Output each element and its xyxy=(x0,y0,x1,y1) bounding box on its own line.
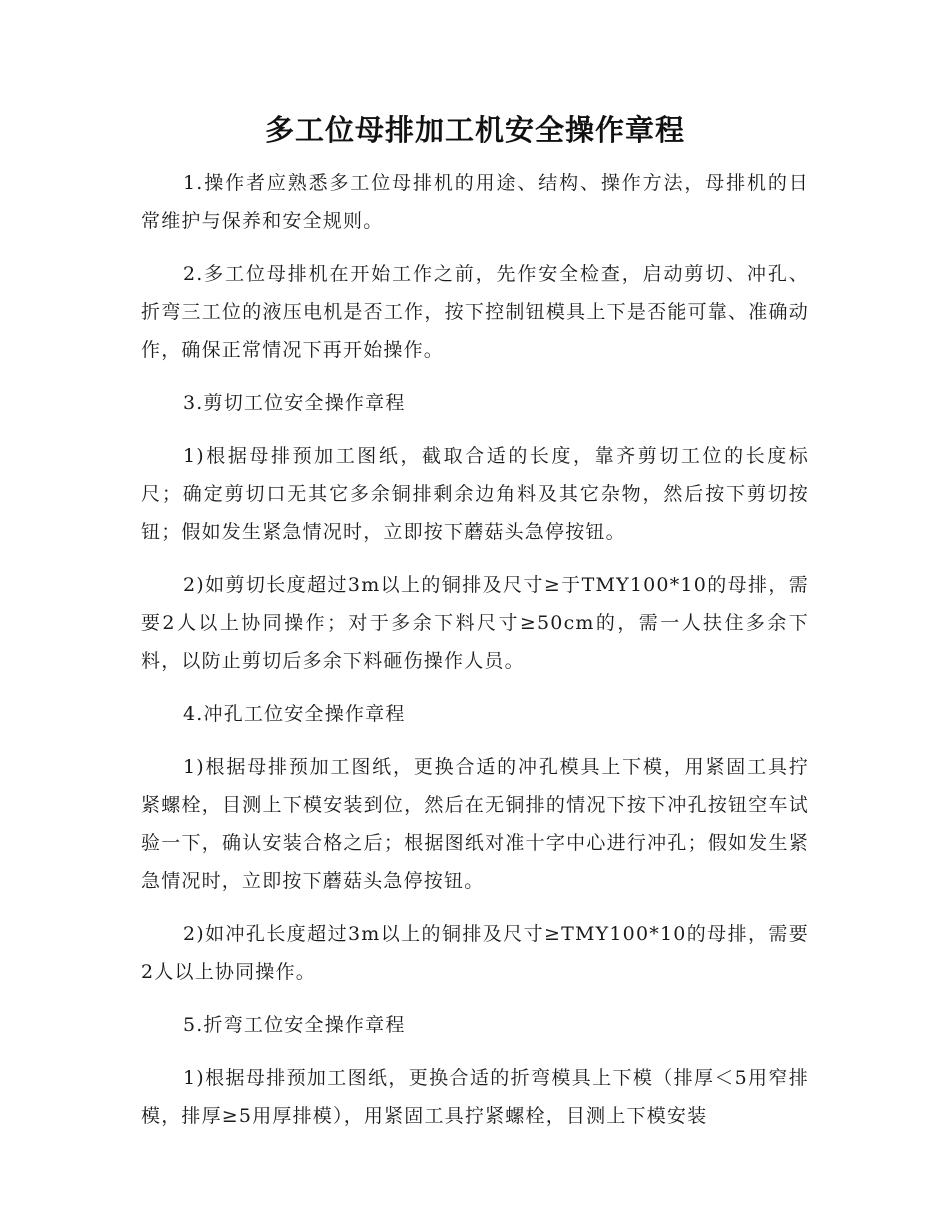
paragraph-shearing-1: 1)根据母排预加工图纸，截取合适的长度，靠齐剪切工位的长度标尺；确定剪切口无其它多余铜排剩余边角料及其它杂物，然后按下剪切按钮；假如发生紧急情况时，立即按下蘑菇头急停按钮。 xyxy=(141,445,809,543)
paragraph-shearing-2: 2)如剪切长度超过3m以上的铜排及尺寸≥于TMY100*10的母排，需要2人以上协同操作；对于多余下料尺寸≥50cm的，需一人扶住多余下料，以防止剪切后多余下料砸伤操作人员。 xyxy=(141,574,809,672)
paragraph-1: 1.操作者应熟悉多工位母排机的用途、结构、操作方法，母排机的日常维护与保养和安全规则。 xyxy=(141,172,809,232)
paragraph-bending-1: 1)根据母排预加工图纸，更换合适的折弯模具上下模（排厚＜5用窄排模，排厚≥5用厚排模），用紧固工具拧紧螺栓，目测上下模安装 xyxy=(141,1067,809,1127)
section-heading-shearing: 3.剪切工位安全操作章程 xyxy=(183,392,406,414)
document-title: 多工位母排加工机安全操作章程 xyxy=(264,113,685,147)
section-heading-bending: 5.折弯工位安全操作章程 xyxy=(183,1014,406,1036)
document-body xyxy=(141,164,809,1150)
paragraph-punching-1: 1)根据母排预加工图纸，更换合适的冲孔模具上下模，用紧固工具拧紧螺栓，目测上下模安装到位，然后在无铜排的情况下按下冲孔按钮空车试验一下，确认安装合格之后；根据图纸对准十字中心进行冲孔；假如发生紧急情况时，立即按下蘑菇头急停按钮。 xyxy=(141,756,809,892)
paragraph-2: 2.多工位母排机在开始工作之前，先作安全检查，启动剪切、冲孔、折弯三工位的液压电机是否工作，按下控制钮模具上下是否能可靠、准确动作，确保正常情况下再开始操作。 xyxy=(141,263,809,361)
paragraph-punching-2: 2)如冲孔长度超过3m以上的铜排及尺寸≥TMY100*10的母排，需要2人以上协同操作。 xyxy=(141,923,809,983)
section-heading-punching: 4.冲孔工位安全操作章程 xyxy=(183,703,406,725)
